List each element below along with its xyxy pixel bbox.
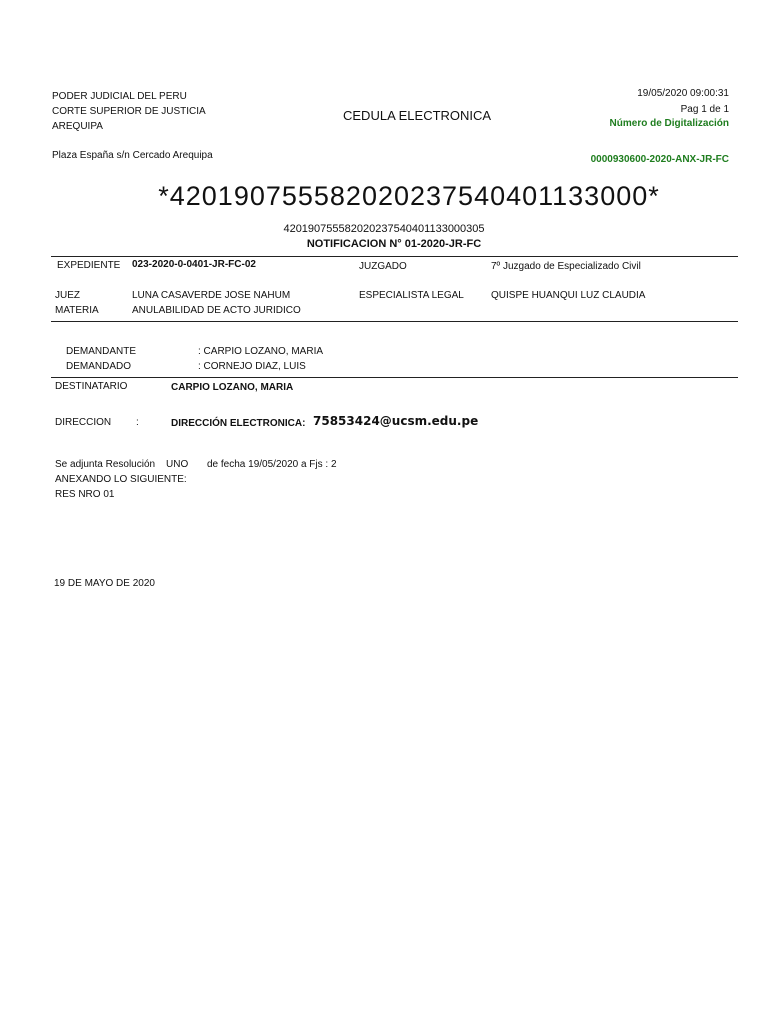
direccion-colon: : — [136, 417, 139, 428]
court-address: Plaza España s/n Cercado Arequipa — [52, 150, 213, 161]
materia-label: MATERIA — [55, 305, 99, 316]
digitization-label: Número de Digitalización — [609, 118, 729, 129]
especialista-value: QUISPE HUANQUI LUZ CLAUDIA — [491, 290, 646, 301]
divider-top — [51, 256, 738, 257]
demandante-label: DEMANDANTE — [66, 346, 137, 357]
direccion-label: DIRECCION — [55, 417, 112, 428]
direccion-email: 75853424@ucsm.edu.pe — [313, 414, 479, 428]
resolution-number: UNO — [166, 459, 189, 470]
demandado-label: DEMANDADO — [66, 361, 132, 372]
especialista-label: ESPECIALISTA LEGAL — [359, 290, 464, 301]
demandante-value: : CARPIO LOZANO, MARIA — [198, 346, 324, 357]
page-info: Pag 1 de 1 — [680, 104, 729, 115]
footer-date: 19 DE MAYO DE 2020 — [54, 578, 155, 589]
annex-item: RES NRO 01 — [55, 489, 115, 500]
juzgado-label: JUZGADO — [359, 261, 407, 272]
document-type: CEDULA ELECTRONICA — [343, 108, 492, 123]
notification-title: NOTIFICACION N° 01-2020-JR-FC — [306, 238, 482, 250]
barcode-number: 420190755582020237540401133000305 — [283, 223, 485, 235]
resolution-details: de fecha 19/05/2020 a Fjs : 2 — [207, 459, 337, 470]
destinatario-label: DESTINATARIO — [55, 381, 128, 392]
expediente-value: 023-2020-0-0401-JR-FC-02 — [132, 259, 256, 270]
materia-value: ANULABILIDAD DE ACTO JURIDICO — [132, 305, 301, 316]
digitization-number: 0000930600-2020-ANX-JR-FC — [590, 154, 729, 165]
juez-label: JUEZ — [55, 290, 80, 301]
expediente-label: EXPEDIENTE — [57, 260, 121, 271]
annex-line: ANEXANDO LO SIGUIENTE: — [55, 474, 187, 485]
destinatario-value: CARPIO LOZANO, MARIA — [171, 382, 294, 393]
institution-line-1: PODER JUDICIAL DEL PERU — [52, 91, 187, 102]
institution-line-3: AREQUIPA — [52, 121, 103, 132]
institution-line-2: CORTE SUPERIOR DE JUSTICIA — [52, 106, 206, 117]
juez-value: LUNA CASAVERDE JOSE NAHUM — [132, 290, 291, 301]
institution-block — [52, 89, 206, 134]
juzgado-value: 7º Juzgado de Especializado Civil — [491, 261, 641, 272]
demandado-value: : CORNEJO DIAZ, LUIS — [198, 361, 306, 372]
divider-middle — [51, 321, 738, 322]
direccion-type: DIRECCIÓN ELECTRONICA: — [171, 418, 306, 429]
timestamp: 19/05/2020 09:00:31 — [637, 88, 729, 99]
divider-bottom — [51, 377, 738, 378]
resolution-prefix: Se adjunta Resolución — [55, 459, 156, 470]
barcode-text: *420190755582020237540401133000* — [158, 181, 660, 211]
